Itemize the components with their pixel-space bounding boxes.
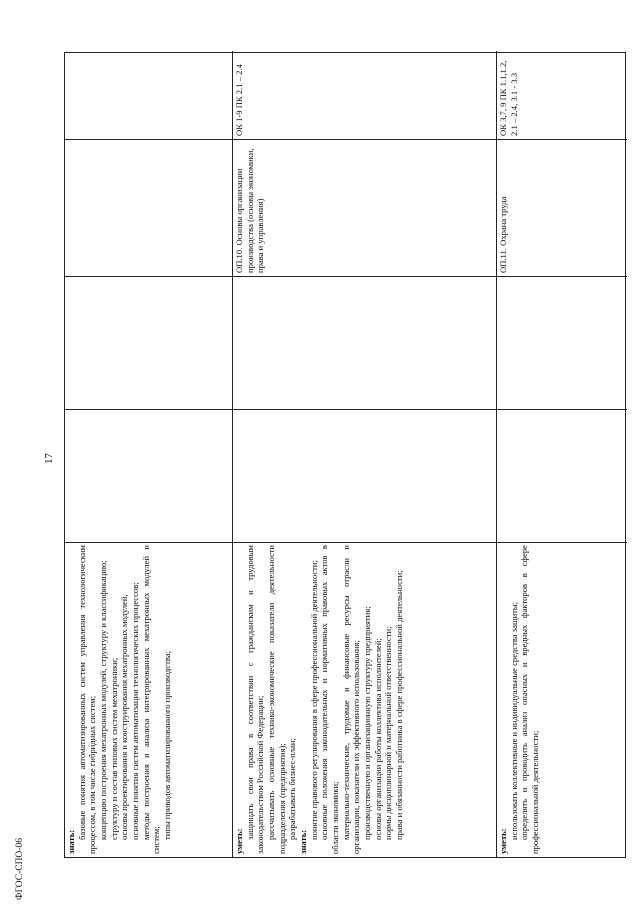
section-heading: знать:	[297, 829, 308, 854]
competency-table	[64, 52, 626, 858]
list-item: материально-технические, трудовые и финансовые ресурсы отрасли и организации, показатели их эффективного использования;	[340, 545, 362, 854]
list-item: типы приводов автоматизированного производства;	[161, 651, 172, 840]
table-cell-knowledge	[65, 542, 233, 857]
list-item: основы проектирования и конструирования мехатронных модулей,	[119, 594, 130, 840]
list-item: нормы дисциплинарной и материальной ответственности;	[383, 626, 394, 840]
table-cell-empty	[497, 409, 627, 542]
table-cell-empty	[233, 276, 497, 409]
list-item: методы построения и анализа интегрированных мехатронных модулей и систем;	[140, 545, 162, 854]
document-footer: ФГОС-СПО-06	[15, 838, 25, 900]
table-cell-competencies	[65, 51, 233, 139]
list-item: защищать свои права в соответствии с гражданским и трудовым законодательством Российской Федерации;	[244, 545, 266, 854]
list-item: основные понятия систем автоматизации технологических процессов;	[129, 582, 140, 840]
section-heading: знать:	[66, 829, 76, 854]
list-item: использовать коллективные и индивидуальные средства защиты;	[508, 601, 519, 840]
table-cell-discipline: ОП.10. Основы организации производства (основы экономики, права и управления)	[233, 139, 497, 276]
table-cell-empty	[65, 409, 233, 542]
table-cell-competencies: ОК 3,7, 9 ПК 1.1,1.2, 2.1 – 2.4, 3.1 - 3.3	[498, 60, 519, 136]
list-item: понятие правового регулирования в сфере профессиональной деятельности;	[308, 560, 319, 840]
list-item: определять и проводить анализ опасных и вредных факторов в сфере профессиональной деятельности;	[519, 545, 540, 854]
list-item: основные положения законодательных и нормативных правовых актов в области экономики;	[319, 545, 340, 854]
list-item: права и обязанности работника в сфере профессиональной деятельности;	[393, 570, 404, 840]
list-item: базовые понятия автоматизированных систем управления технологическим процессом, в том числе гибридных систем;	[76, 545, 98, 854]
table-cell-knowledge	[497, 542, 627, 857]
table-cell-discipline	[65, 139, 233, 276]
table-cell-knowledge	[233, 542, 497, 857]
table-cell-competencies: ОК 1-9 ПК 2.1 – 2.4	[233, 51, 497, 139]
table-cell-empty	[65, 276, 233, 409]
list-item: структуру и состав типовых систем мехатроники;	[108, 657, 119, 840]
list-item: рассчитывать основные технико-экономические показатели деятельности подразделения (предприятия);	[265, 545, 287, 854]
list-item: разрабатывать бизнес-план;	[287, 738, 298, 840]
page-number: 17	[43, 453, 55, 464]
list-item: основы организации работы коллектива исполнителей;	[372, 638, 383, 840]
list-item: концепцию построения мехатронных модулей, структуру и классификацию;	[97, 560, 108, 840]
table-cell-empty	[497, 276, 627, 409]
section-heading: уметь:	[234, 828, 244, 854]
list-item: производственную и организационную структуру предприятия;	[361, 606, 372, 840]
table-cell-discipline: ОП.11. Охрана труда	[497, 139, 627, 276]
table-cell-empty	[233, 409, 497, 542]
section-heading: уметь:	[498, 828, 508, 854]
